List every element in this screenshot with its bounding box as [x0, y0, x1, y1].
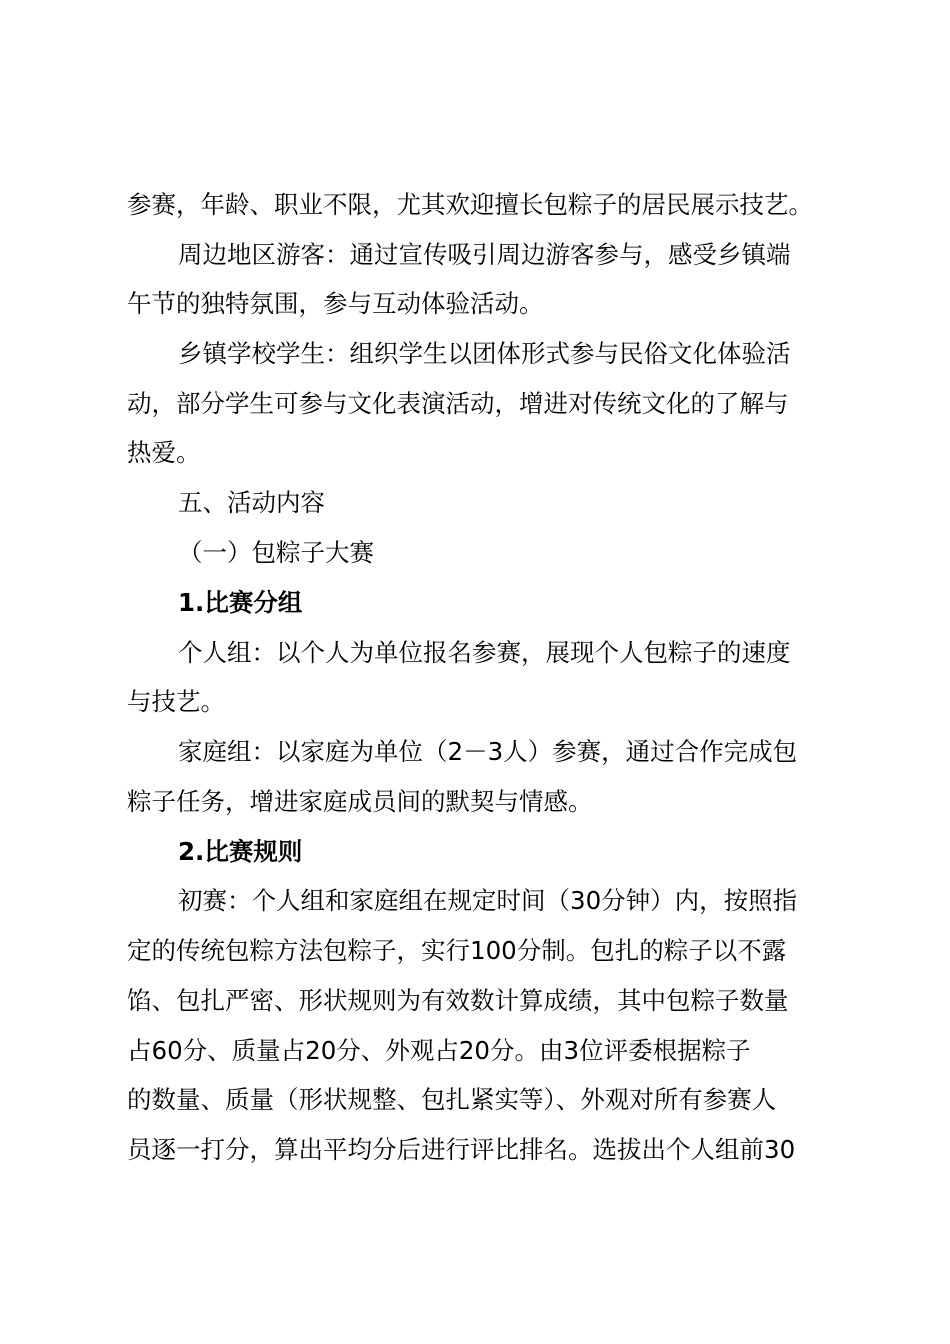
paragraph-line: 的数量、质量（形状规整、包扎紧实等）、外观对所有参赛人 — [127, 1085, 777, 1114]
paragraph-line: 初赛：个人组和家庭组在规定时间（30分钟）内，按照指 — [178, 886, 798, 915]
bold-subheading: 1.比赛分组 — [178, 588, 303, 617]
paragraph-line: 占60分、质量占20分、外观占20分。由3位评委根据粽子 — [127, 1036, 751, 1065]
subsection-heading: （一）包粽子大赛 — [178, 538, 374, 567]
paragraph-line: 家庭组：以家庭为单位（2－3人）参赛，通过合作完成包 — [178, 737, 798, 766]
paragraph-line: 定的传统包粽方法包粽子，实行100分制。包扎的粽子以不露 — [127, 936, 787, 965]
paragraph-line: 乡镇学校学生：组织学生以团体形式参与民俗文化体验活 — [178, 339, 791, 368]
bold-subheading: 2.比赛规则 — [178, 837, 303, 866]
paragraph-line: 与技艺。 — [127, 687, 225, 716]
paragraph-line: 周边地区游客：通过宣传吸引周边游客参与，感受乡镇端 — [178, 240, 791, 269]
paragraph-line: 午节的独特氛围，参与互动体验活动。 — [127, 289, 544, 318]
paragraph-line: 员逐一打分，算出平均分后进行评比排名。选拔出个人组前30 — [127, 1135, 796, 1164]
paragraph-line: 热爱。 — [127, 438, 201, 467]
section-heading: 五、活动内容 — [178, 488, 325, 517]
paragraph-line: 个人组：以个人为单位报名参赛，展现个人包粽子的速度 — [178, 638, 791, 667]
paragraph-line: 参赛，年龄、职业不限，尤其欢迎擅长包粽子的居民展示技艺。 — [127, 190, 813, 219]
paragraph-line: 动，部分学生可参与文化表演活动，增进对传统文化的了解与 — [127, 389, 789, 418]
paragraph-line: 粽子任务，增进家庭成员间的默契与情感。 — [127, 787, 593, 816]
paragraph-line: 馅、包扎严密、形状规则为有效数计算成绩，其中包粽子数量 — [127, 986, 789, 1015]
